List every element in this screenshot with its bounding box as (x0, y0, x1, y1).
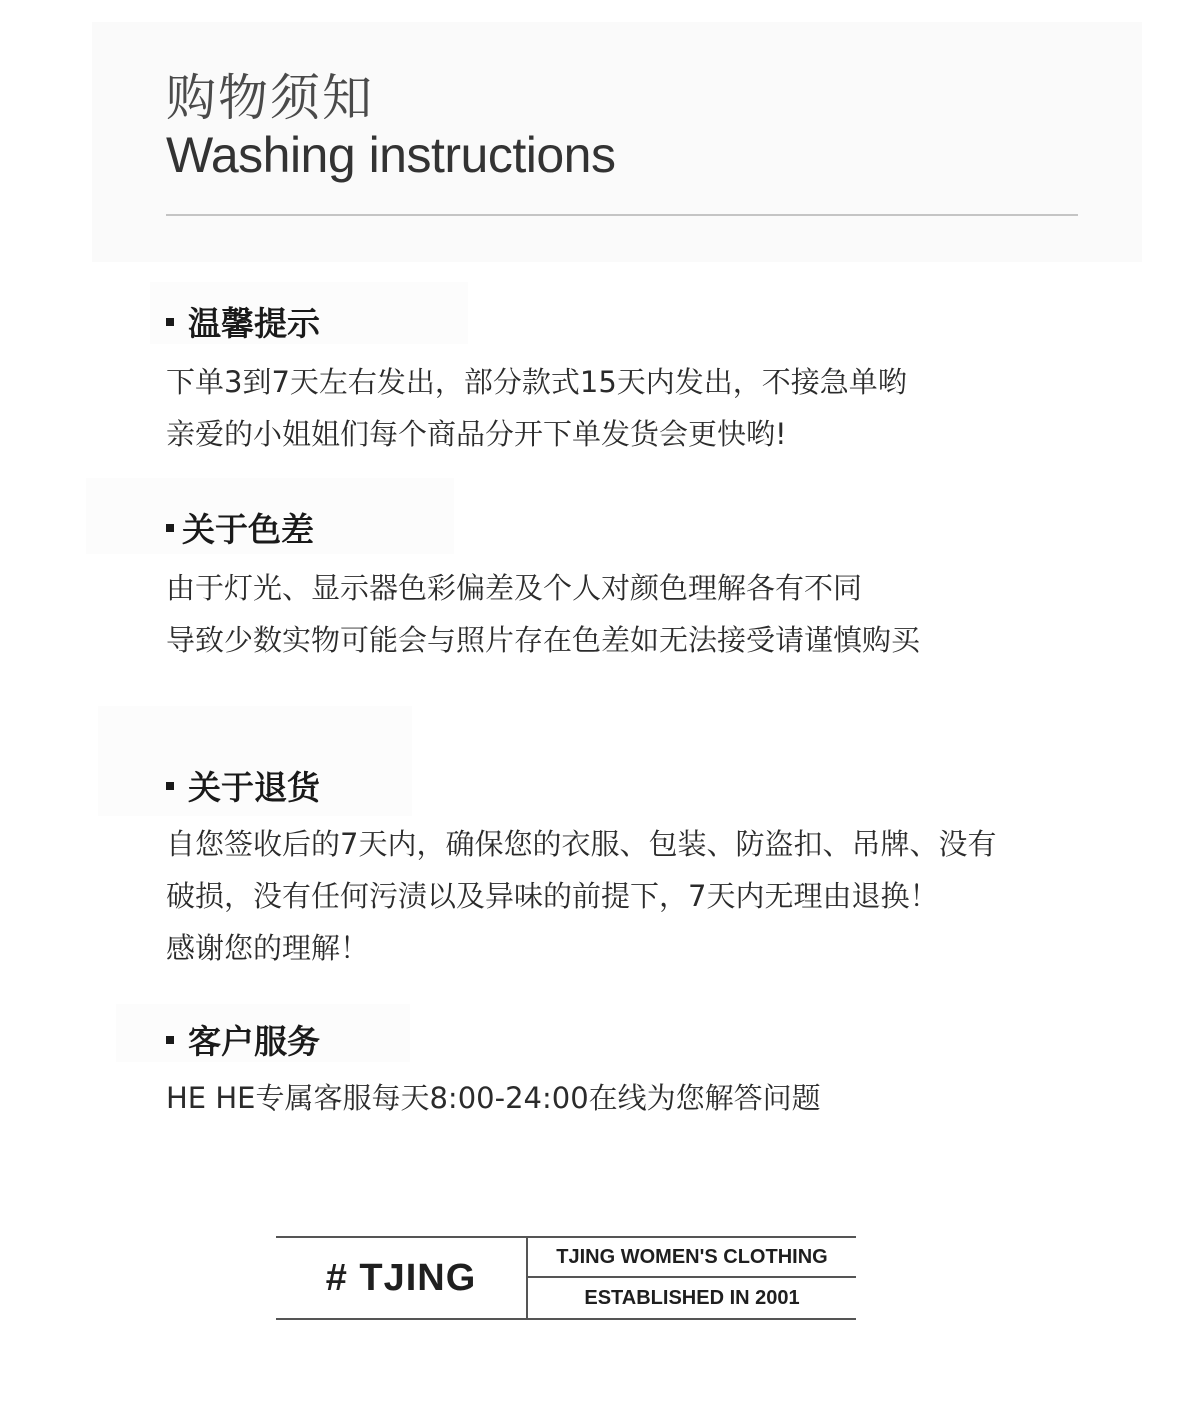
section-body-customer-service (166, 1072, 821, 1124)
bullet-icon (166, 1036, 174, 1044)
brand-logo-block (276, 1236, 856, 1320)
title-divider (166, 214, 1078, 216)
text-line: 自您签收后的7天内，确保您的衣服、包装、防盗扣、吊牌、没有 (166, 827, 997, 861)
section-body-color-difference (166, 562, 920, 666)
page-title-en: Washing instructions (166, 127, 616, 183)
section-heading-color-difference (166, 504, 314, 551)
bullet-icon (166, 318, 174, 326)
section-body-returns (166, 818, 996, 974)
section-heading-returns (166, 762, 320, 809)
bullet-icon (166, 524, 174, 532)
section-heading-text: 关于退货 (188, 768, 320, 807)
section-heading-text: 温馨提示 (188, 304, 320, 343)
page-title-cn: 购物须知 (166, 69, 374, 127)
brand-tagline: TJING WOMEN'S CLOTHING (556, 1245, 828, 1268)
section-heading-tips (166, 298, 320, 345)
text-line: HE HE专属客服每天8:00-24:00在线为您解答问题 (166, 1081, 821, 1115)
text-line: 导致少数实物可能会与照片存在色差如无法接受请谨慎购买 (166, 623, 921, 657)
brand-established: ESTABLISHED IN 2001 (584, 1286, 800, 1309)
text-line: 感谢您的理解！ (166, 931, 370, 965)
section-heading-text: 关于色差 (182, 510, 314, 549)
text-line: 下单3到7天左右发出，部分款式15天内发出，不接急单哟 (166, 365, 907, 399)
bullet-icon (166, 782, 174, 790)
section-heading-text: 客户服务 (188, 1022, 320, 1061)
text-line: 破损，没有任何污渍以及异味的前提下，7天内无理由退换！ (166, 879, 939, 913)
section-body-tips (166, 356, 907, 460)
text-line: 亲爱的小姐姐们每个商品分开下单发货会更快哟! (166, 417, 787, 451)
brand-name: # TJING (325, 1256, 477, 1299)
text-line: 由于灯光、显示器色彩偏差及个人对颜色理解各有不同 (166, 571, 863, 605)
section-heading-customer-service (166, 1016, 320, 1063)
